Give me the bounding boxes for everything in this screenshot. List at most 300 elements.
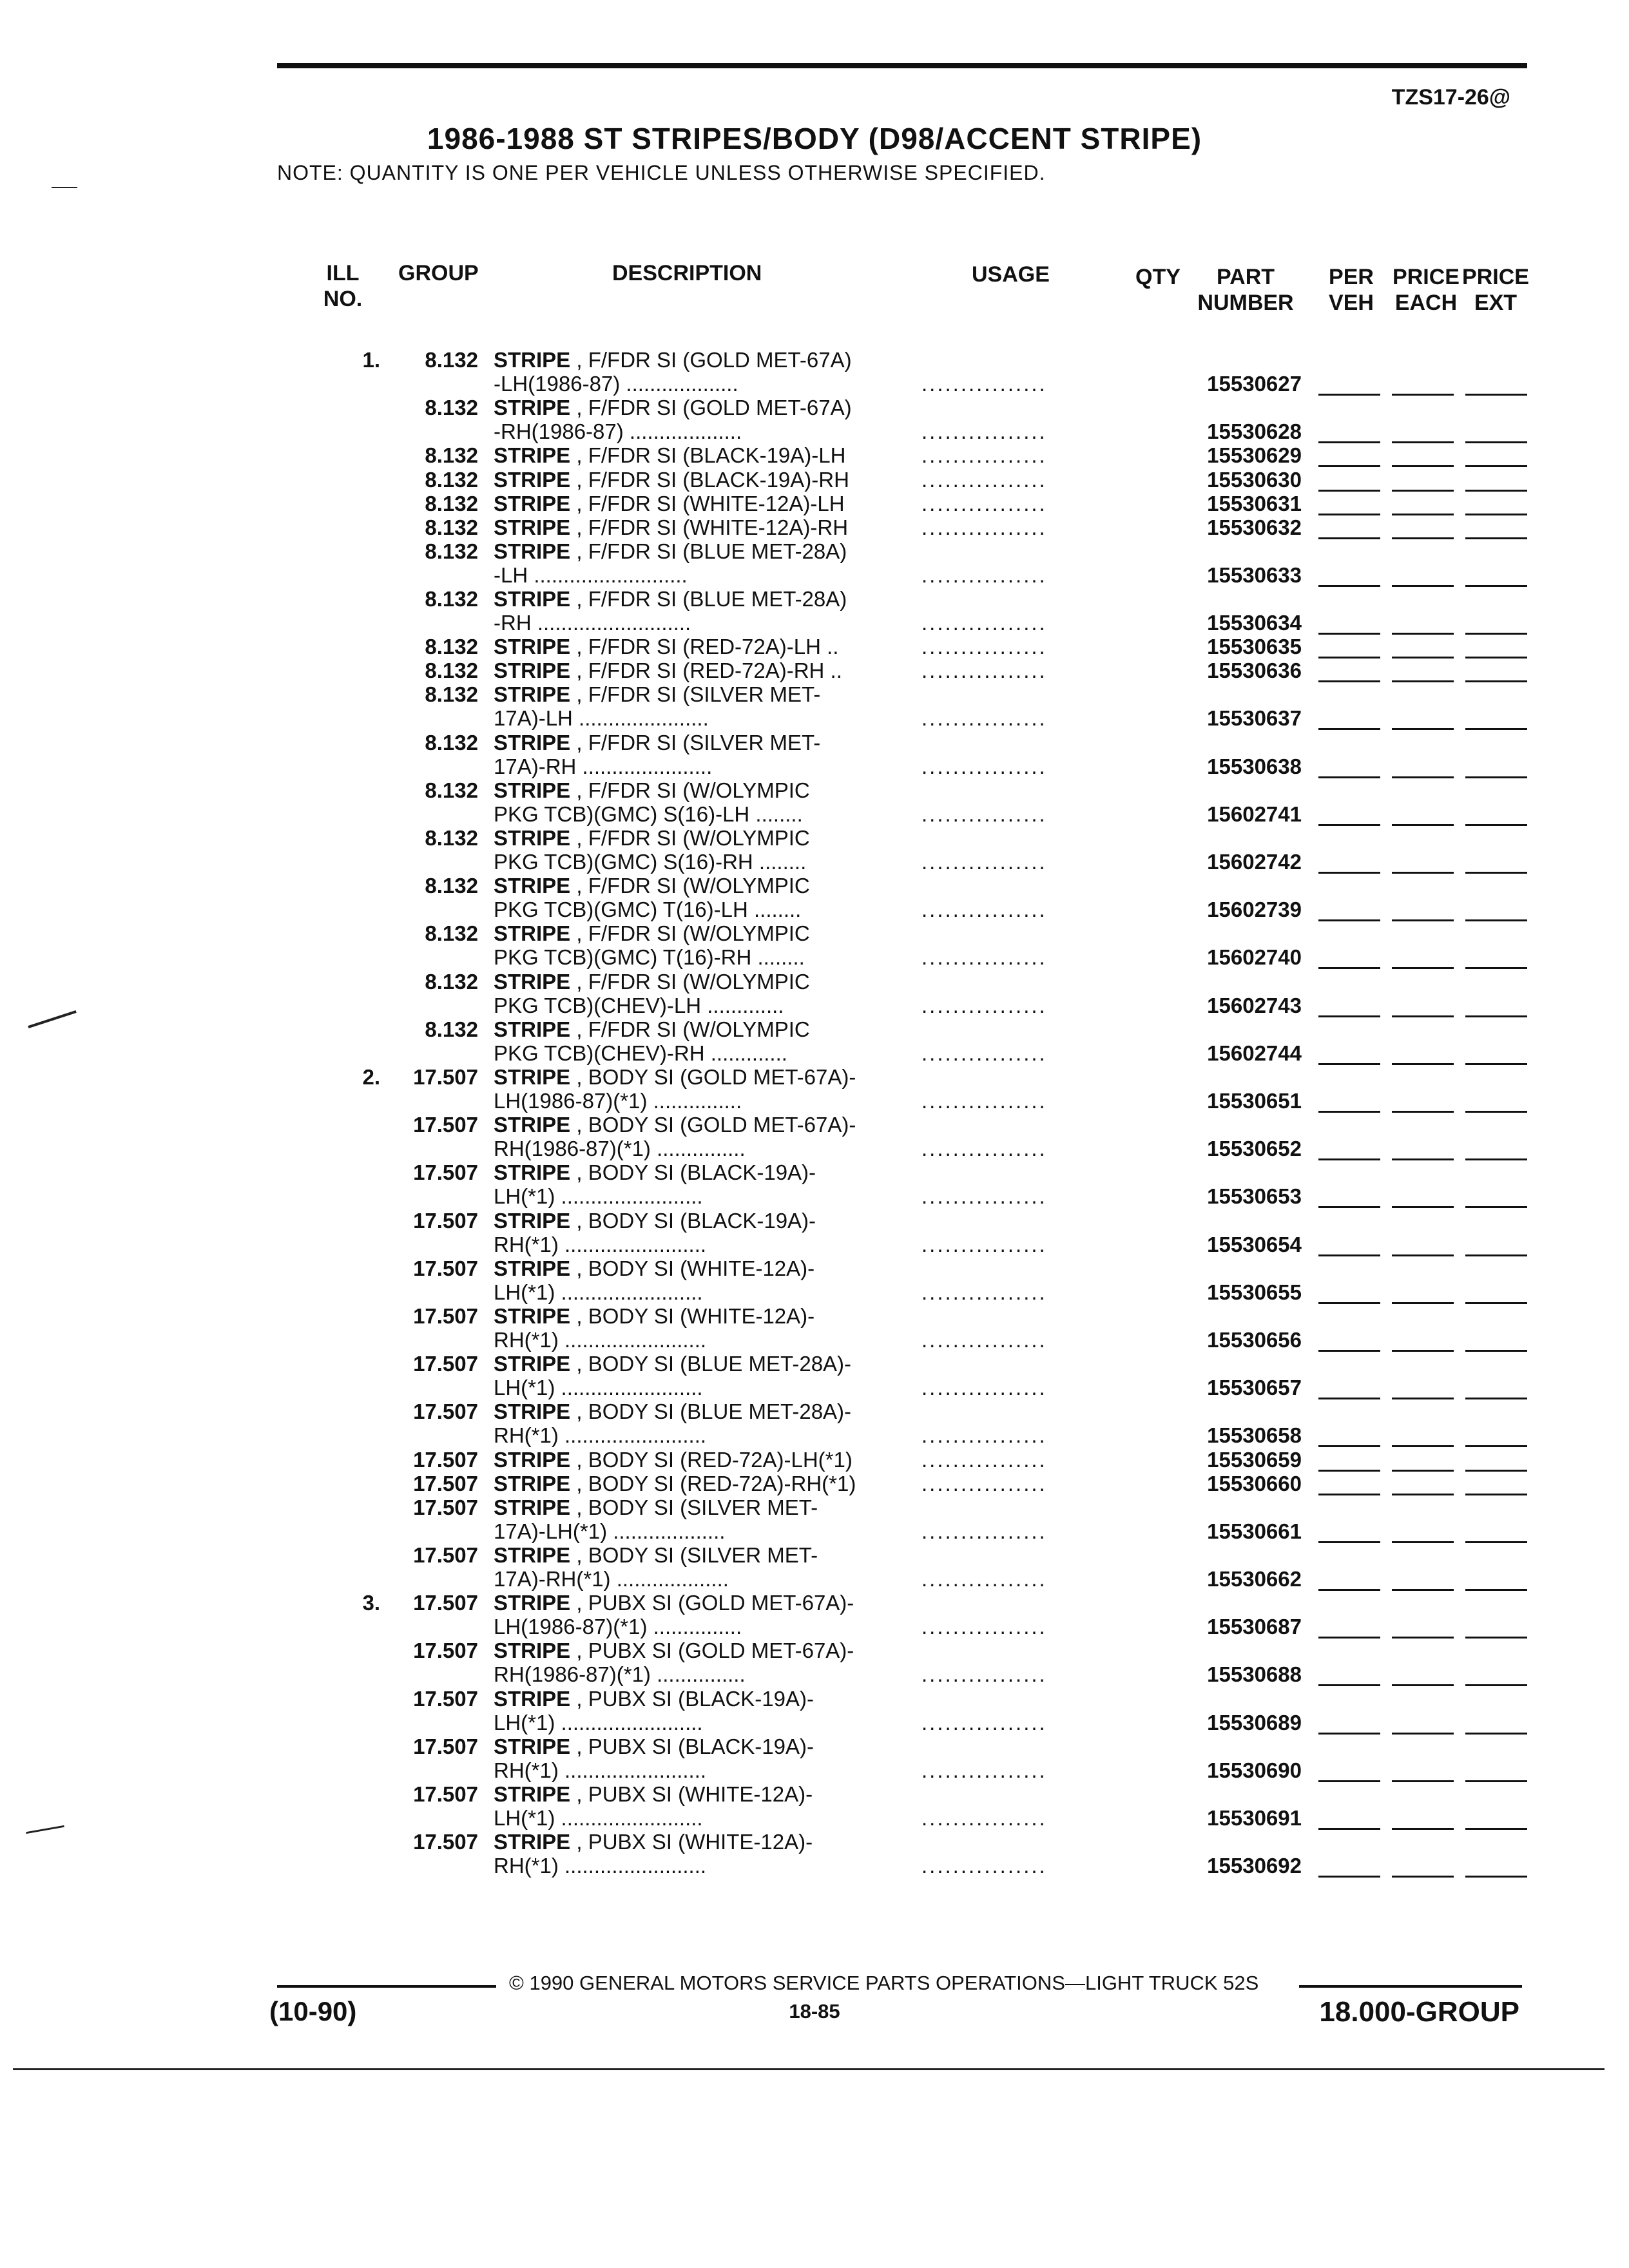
price-ext-blank[interactable] bbox=[1465, 1398, 1527, 1399]
group-number: 17.507 bbox=[413, 1830, 478, 1854]
per-veh-blank[interactable] bbox=[1318, 1541, 1380, 1543]
part-number: 15530691 bbox=[1207, 1806, 1302, 1830]
price-each-blank[interactable] bbox=[1392, 1206, 1454, 1208]
group-number: 17.507 bbox=[413, 1304, 478, 1328]
description bbox=[494, 874, 893, 921]
group-number: 17.507 bbox=[413, 1591, 478, 1615]
price-each-blank[interactable] bbox=[1392, 1254, 1454, 1256]
per-veh-blank[interactable] bbox=[1318, 1254, 1380, 1256]
per-veh-blank[interactable] bbox=[1318, 967, 1380, 969]
group-number: 17.507 bbox=[413, 1113, 478, 1137]
usage-leader: ................ bbox=[921, 611, 1047, 635]
group-number: 8.132 bbox=[425, 468, 478, 492]
description-line-1 bbox=[494, 1399, 893, 1423]
description-line-2: RH(*1) ........................ bbox=[494, 1758, 707, 1782]
part-number: 15530634 bbox=[1207, 611, 1302, 635]
group-number: 17.507 bbox=[413, 1639, 478, 1662]
price-each-blank[interactable] bbox=[1392, 394, 1454, 396]
part-number: 15530687 bbox=[1207, 1615, 1302, 1639]
part-name: STRIPE bbox=[494, 1472, 571, 1495]
usage-leader: ................ bbox=[921, 898, 1047, 921]
price-ext-blank[interactable] bbox=[1465, 1494, 1527, 1495]
per-veh-blank[interactable] bbox=[1318, 1780, 1380, 1782]
description bbox=[494, 658, 893, 682]
description-text: , F/FDR SI (W/OLYMPIC bbox=[570, 874, 810, 898]
part-number: 15530628 bbox=[1207, 419, 1302, 443]
part-number: 15530627 bbox=[1207, 372, 1302, 396]
description bbox=[494, 1160, 893, 1208]
usage-leader: ................ bbox=[921, 1854, 1047, 1878]
per-veh-blank[interactable] bbox=[1318, 776, 1380, 778]
part-number: 15602741 bbox=[1207, 802, 1302, 826]
part-name: STRIPE bbox=[494, 1065, 571, 1089]
column-header-price-ext bbox=[1460, 264, 1531, 316]
price-ext-blank[interactable] bbox=[1465, 1589, 1527, 1591]
price-each-blank[interactable] bbox=[1392, 776, 1454, 778]
group-number: 17.507 bbox=[413, 1495, 478, 1519]
description-line-1 bbox=[494, 468, 893, 492]
column-header-ill-line1: ILL bbox=[326, 261, 360, 285]
per-veh-blank[interactable] bbox=[1318, 1589, 1380, 1591]
description-line-1 bbox=[494, 1639, 893, 1662]
per-veh-blank[interactable] bbox=[1318, 1350, 1380, 1352]
usage-leader: ................ bbox=[921, 754, 1047, 778]
group-number: 17.507 bbox=[413, 1448, 478, 1472]
usage-leader: ................ bbox=[921, 1184, 1047, 1208]
column-header-price-ext-line1: PRICE bbox=[1462, 265, 1529, 289]
usage-leader: ................ bbox=[921, 443, 1047, 467]
description-line-2: PKG TCB)(GMC) T(16)-LH ........ bbox=[494, 898, 802, 921]
per-veh-blank[interactable] bbox=[1318, 1828, 1380, 1830]
per-veh-blank[interactable] bbox=[1318, 872, 1380, 874]
part-name: STRIPE bbox=[494, 1399, 571, 1423]
price-each-blank[interactable] bbox=[1392, 633, 1454, 635]
price-each-blank[interactable] bbox=[1392, 1828, 1454, 1830]
price-ext-blank[interactable] bbox=[1465, 394, 1527, 396]
description bbox=[494, 1782, 893, 1830]
part-number: 15530630 bbox=[1207, 468, 1302, 492]
description-line-1 bbox=[494, 635, 893, 658]
footer-group: 18.000-GROUP bbox=[1319, 1996, 1519, 2028]
price-ext-blank[interactable] bbox=[1465, 1733, 1527, 1735]
price-ext-blank[interactable] bbox=[1465, 1780, 1527, 1782]
part-number: 15602743 bbox=[1207, 994, 1302, 1017]
description bbox=[494, 1472, 893, 1495]
usage-leader: ................ bbox=[921, 372, 1047, 396]
description-text: , F/FDR SI (W/OLYMPIC bbox=[570, 970, 810, 994]
column-header-per-veh bbox=[1322, 264, 1380, 316]
description bbox=[494, 1256, 893, 1304]
part-name: STRIPE bbox=[494, 1304, 571, 1328]
page-note: NOTE: QUANTITY IS ONE PER VEHICLE UNLESS OTHERWISE SPECIFIED. bbox=[277, 161, 1046, 184]
description-line-2: 17A)-RH(*1) ................... bbox=[494, 1567, 729, 1591]
description-text: , BODY SI (BLACK-19A)- bbox=[570, 1160, 816, 1184]
usage-leader: ................ bbox=[921, 1376, 1047, 1399]
per-veh-blank[interactable] bbox=[1318, 585, 1380, 587]
price-each-blank[interactable] bbox=[1392, 537, 1454, 539]
description-line-1 bbox=[494, 1113, 893, 1137]
price-each-blank[interactable] bbox=[1392, 1158, 1454, 1160]
description-text: , BODY SI (WHITE-12A)- bbox=[570, 1256, 815, 1280]
price-ext-blank[interactable] bbox=[1465, 919, 1527, 921]
description-line-1 bbox=[494, 1256, 893, 1280]
group-number: 8.132 bbox=[425, 778, 478, 802]
group-number: 17.507 bbox=[413, 1687, 478, 1711]
description-line-1 bbox=[494, 515, 893, 539]
price-ext-blank[interactable] bbox=[1465, 1302, 1527, 1304]
description-line-2: -LH(1986-87) ................... bbox=[494, 372, 738, 396]
description-text: , F/FDR SI (RED-72A)-RH .. bbox=[570, 658, 842, 682]
per-veh-blank[interactable] bbox=[1318, 1494, 1380, 1495]
description-line-1 bbox=[494, 1160, 893, 1184]
part-number: 15602740 bbox=[1207, 945, 1302, 969]
document-code: TZS17-26@ bbox=[1391, 85, 1510, 110]
description-line-1 bbox=[494, 1591, 893, 1615]
price-each-blank[interactable] bbox=[1392, 1398, 1454, 1399]
description-line-2: LH(*1) ........................ bbox=[494, 1711, 703, 1735]
price-ext-blank[interactable] bbox=[1465, 441, 1527, 443]
price-each-blank[interactable] bbox=[1392, 1780, 1454, 1782]
price-each-blank[interactable] bbox=[1392, 585, 1454, 587]
ill-number: 1. bbox=[362, 348, 380, 372]
price-each-blank[interactable] bbox=[1392, 728, 1454, 730]
usage-leader: ................ bbox=[921, 706, 1047, 730]
price-each-blank[interactable] bbox=[1392, 1589, 1454, 1591]
column-header-part-line1: PART bbox=[1216, 265, 1275, 289]
description-line-2: RH(*1) ........................ bbox=[494, 1423, 707, 1447]
price-each-blank[interactable] bbox=[1392, 1111, 1454, 1113]
description-line-1 bbox=[494, 348, 893, 372]
column-header-part-line2: NUMBER bbox=[1197, 291, 1294, 315]
description bbox=[494, 682, 893, 730]
usage-leader: ................ bbox=[921, 1448, 1047, 1472]
description-text: , F/FDR SI (SILVER MET- bbox=[570, 731, 821, 754]
description-text: , F/FDR SI (WHITE-12A)-LH bbox=[570, 492, 845, 515]
price-ext-blank[interactable] bbox=[1465, 1541, 1527, 1543]
per-veh-blank[interactable] bbox=[1318, 537, 1380, 539]
description-line-2: LH(*1) ........................ bbox=[494, 1184, 703, 1208]
column-header-part-number bbox=[1191, 264, 1300, 316]
per-veh-blank[interactable] bbox=[1318, 1398, 1380, 1399]
part-name: STRIPE bbox=[494, 1352, 571, 1376]
per-veh-blank[interactable] bbox=[1318, 824, 1380, 826]
description-text: , F/FDR SI (W/OLYMPIC bbox=[570, 778, 810, 802]
price-ext-blank[interactable] bbox=[1465, 1111, 1527, 1113]
part-name: STRIPE bbox=[494, 1256, 571, 1280]
part-name: STRIPE bbox=[494, 1782, 571, 1806]
description-line-1 bbox=[494, 1830, 893, 1854]
price-ext-blank[interactable] bbox=[1465, 872, 1527, 874]
part-name: STRIPE bbox=[494, 396, 571, 419]
price-ext-blank[interactable] bbox=[1465, 1254, 1527, 1256]
description bbox=[494, 778, 893, 826]
price-ext-blank[interactable] bbox=[1465, 514, 1527, 515]
price-ext-blank[interactable] bbox=[1465, 1876, 1527, 1878]
price-ext-blank[interactable] bbox=[1465, 1470, 1527, 1472]
usage-leader: ................ bbox=[921, 1711, 1047, 1735]
group-number: 17.507 bbox=[413, 1399, 478, 1423]
description bbox=[494, 468, 893, 492]
description-line-1 bbox=[494, 970, 893, 994]
per-veh-blank[interactable] bbox=[1318, 1158, 1380, 1160]
part-name: STRIPE bbox=[494, 1160, 571, 1184]
price-each-blank[interactable] bbox=[1392, 1063, 1454, 1065]
per-veh-blank[interactable] bbox=[1318, 680, 1380, 682]
part-name: STRIPE bbox=[494, 658, 571, 682]
description-text: , PUBX SI (GOLD MET-67A)- bbox=[570, 1639, 854, 1662]
group-number: 8.132 bbox=[425, 396, 478, 419]
group-number: 8.132 bbox=[425, 658, 478, 682]
per-veh-blank[interactable] bbox=[1318, 1206, 1380, 1208]
description bbox=[494, 1399, 893, 1447]
part-name: STRIPE bbox=[494, 826, 571, 850]
description bbox=[494, 921, 893, 969]
price-ext-blank[interactable] bbox=[1465, 824, 1527, 826]
price-ext-blank[interactable] bbox=[1465, 728, 1527, 730]
price-each-blank[interactable] bbox=[1392, 1733, 1454, 1735]
group-number: 8.132 bbox=[425, 539, 478, 563]
part-number: 15530638 bbox=[1207, 754, 1302, 778]
description bbox=[494, 1448, 893, 1472]
price-each-blank[interactable] bbox=[1392, 1637, 1454, 1639]
per-veh-blank[interactable] bbox=[1318, 394, 1380, 396]
description-text: , F/FDR SI (GOLD MET-67A) bbox=[570, 348, 852, 372]
description-text: , F/FDR SI (W/OLYMPIC bbox=[570, 921, 810, 945]
bottom-rule bbox=[13, 2068, 1605, 2070]
part-name: STRIPE bbox=[494, 1735, 571, 1758]
column-header-ill-line2: NO. bbox=[323, 287, 363, 311]
description-line-2: RH(*1) ........................ bbox=[494, 1328, 707, 1352]
description bbox=[494, 1830, 893, 1878]
price-each-blank[interactable] bbox=[1392, 657, 1454, 658]
price-ext-blank[interactable] bbox=[1465, 680, 1527, 682]
price-ext-blank[interactable] bbox=[1465, 490, 1527, 492]
description-line-2: -RH .......................... bbox=[494, 611, 691, 635]
description-line-1 bbox=[494, 1687, 893, 1711]
price-ext-blank[interactable] bbox=[1465, 657, 1527, 658]
usage-leader: ................ bbox=[921, 1089, 1047, 1113]
description-line-2: 17A)-LH(*1) ................... bbox=[494, 1519, 726, 1543]
part-number: 15530629 bbox=[1207, 443, 1302, 467]
price-each-blank[interactable] bbox=[1392, 1350, 1454, 1352]
group-number: 8.132 bbox=[425, 635, 478, 658]
price-each-blank[interactable] bbox=[1392, 919, 1454, 921]
column-header-price-each bbox=[1391, 264, 1461, 316]
usage-leader: ................ bbox=[921, 1519, 1047, 1543]
usage-leader: ................ bbox=[921, 1758, 1047, 1782]
price-ext-blank[interactable] bbox=[1465, 1158, 1527, 1160]
part-name: STRIPE bbox=[494, 778, 571, 802]
group-number: 17.507 bbox=[413, 1256, 478, 1280]
footer-copyright: © 1990 GENERAL MOTORS SERVICE PARTS OPERATIONS—LIGHT TRUCK 52S bbox=[509, 1972, 1259, 1994]
price-ext-blank[interactable] bbox=[1465, 633, 1527, 635]
description-text: , BODY SI (RED-72A)-RH(*1) bbox=[570, 1472, 856, 1495]
part-name: STRIPE bbox=[494, 587, 571, 611]
price-ext-blank[interactable] bbox=[1465, 967, 1527, 969]
part-name: STRIPE bbox=[494, 443, 571, 467]
per-veh-blank[interactable] bbox=[1318, 1637, 1380, 1639]
column-header-qty: QTY bbox=[1135, 265, 1181, 289]
part-number: 15530690 bbox=[1207, 1758, 1302, 1782]
footer-rule-right bbox=[1299, 1985, 1522, 1988]
per-veh-blank[interactable] bbox=[1318, 1111, 1380, 1113]
part-name: STRIPE bbox=[494, 1687, 571, 1711]
group-number: 8.132 bbox=[425, 1017, 478, 1041]
scan-mark bbox=[52, 187, 77, 188]
description bbox=[494, 826, 893, 874]
price-ext-blank[interactable] bbox=[1465, 537, 1527, 539]
description-text: , F/FDR SI (W/OLYMPIC bbox=[570, 826, 810, 850]
part-number: 15530688 bbox=[1207, 1662, 1302, 1686]
description-line-1 bbox=[494, 1543, 893, 1567]
description-line-1 bbox=[494, 921, 893, 945]
column-header-price-each-line1: PRICE bbox=[1393, 265, 1460, 289]
per-veh-blank[interactable] bbox=[1318, 465, 1380, 467]
description bbox=[494, 970, 893, 1017]
description-text: , BODY SI (GOLD MET-67A)- bbox=[570, 1113, 856, 1137]
usage-leader: ................ bbox=[921, 994, 1047, 1017]
price-each-blank[interactable] bbox=[1392, 1684, 1454, 1686]
description-text: , F/FDR SI (BLUE MET-28A) bbox=[570, 587, 847, 611]
price-each-blank[interactable] bbox=[1392, 1015, 1454, 1017]
page-title: 1986-1988 ST STRIPES/BODY (D98/ACCENT STRIPE) bbox=[427, 122, 1202, 155]
price-ext-blank[interactable] bbox=[1465, 1684, 1527, 1686]
price-each-blank[interactable] bbox=[1392, 1541, 1454, 1543]
price-each-blank[interactable] bbox=[1392, 1494, 1454, 1495]
part-number: 15530659 bbox=[1207, 1448, 1302, 1472]
description-line-2: -LH .......................... bbox=[494, 563, 688, 587]
usage-leader: ................ bbox=[921, 1615, 1047, 1639]
price-ext-blank[interactable] bbox=[1465, 465, 1527, 467]
description-line-1 bbox=[494, 587, 893, 611]
part-number: 15530632 bbox=[1207, 515, 1302, 539]
description-line-2: PKG TCB)(CHEV)-LH ............. bbox=[494, 994, 784, 1017]
price-each-blank[interactable] bbox=[1392, 1470, 1454, 1472]
ill-number: 3. bbox=[362, 1591, 380, 1615]
usage-leader: ................ bbox=[921, 468, 1047, 492]
part-name: STRIPE bbox=[494, 1209, 571, 1233]
per-veh-blank[interactable] bbox=[1318, 657, 1380, 658]
description-line-2: RH(1986-87)(*1) ............... bbox=[494, 1662, 746, 1686]
price-each-blank[interactable] bbox=[1392, 824, 1454, 826]
part-name: STRIPE bbox=[494, 921, 571, 945]
price-each-blank[interactable] bbox=[1392, 872, 1454, 874]
group-number: 8.132 bbox=[425, 443, 478, 467]
price-each-blank[interactable] bbox=[1392, 680, 1454, 682]
description bbox=[494, 396, 893, 443]
price-ext-blank[interactable] bbox=[1465, 1206, 1527, 1208]
price-each-blank[interactable] bbox=[1392, 1445, 1454, 1447]
price-each-blank[interactable] bbox=[1392, 490, 1454, 492]
usage-leader: ................ bbox=[921, 1280, 1047, 1304]
price-each-blank[interactable] bbox=[1392, 967, 1454, 969]
description bbox=[494, 1639, 893, 1686]
per-veh-blank[interactable] bbox=[1318, 1733, 1380, 1735]
group-number: 17.507 bbox=[413, 1472, 478, 1495]
usage-leader: ................ bbox=[921, 1328, 1047, 1352]
price-each-blank[interactable] bbox=[1392, 1876, 1454, 1878]
description bbox=[494, 1735, 893, 1782]
part-name: STRIPE bbox=[494, 1543, 571, 1567]
footer-date: (10-90) bbox=[269, 1996, 357, 2026]
price-each-blank[interactable] bbox=[1392, 465, 1454, 467]
description-line-1 bbox=[494, 1209, 893, 1233]
description-text: , F/FDR SI (BLACK-19A)-RH bbox=[570, 468, 849, 492]
per-veh-blank[interactable] bbox=[1318, 490, 1380, 492]
description bbox=[494, 1352, 893, 1399]
usage-leader: ................ bbox=[921, 1662, 1047, 1686]
part-name: STRIPE bbox=[494, 1830, 571, 1854]
per-veh-blank[interactable] bbox=[1318, 1684, 1380, 1686]
column-header-description: DESCRIPTION bbox=[612, 261, 762, 285]
price-each-blank[interactable] bbox=[1392, 514, 1454, 515]
part-number: 15530651 bbox=[1207, 1089, 1302, 1113]
usage-leader: ................ bbox=[921, 1423, 1047, 1447]
description bbox=[494, 492, 893, 515]
description-text: , BODY SI (GOLD MET-67A)- bbox=[570, 1065, 856, 1089]
description-line-1 bbox=[494, 731, 893, 754]
per-veh-blank[interactable] bbox=[1318, 441, 1380, 443]
column-header-per-line2: VEH bbox=[1329, 291, 1374, 315]
price-ext-blank[interactable] bbox=[1465, 1445, 1527, 1447]
description-line-2: -RH(1986-87) ................... bbox=[494, 419, 742, 443]
group-number: 17.507 bbox=[413, 1160, 478, 1184]
per-veh-blank[interactable] bbox=[1318, 728, 1380, 730]
per-veh-blank[interactable] bbox=[1318, 1876, 1380, 1878]
per-veh-blank[interactable] bbox=[1318, 919, 1380, 921]
part-number: 15530657 bbox=[1207, 1376, 1302, 1399]
per-veh-blank[interactable] bbox=[1318, 633, 1380, 635]
parts-table bbox=[0, 348, 1629, 1907]
price-ext-blank[interactable] bbox=[1465, 1828, 1527, 1830]
price-ext-blank[interactable] bbox=[1465, 1637, 1527, 1639]
part-number: 15602739 bbox=[1207, 898, 1302, 921]
per-veh-blank[interactable] bbox=[1318, 1302, 1380, 1304]
usage-leader: ................ bbox=[921, 850, 1047, 874]
description-line-2: LH(1986-87)(*1) ............... bbox=[494, 1089, 742, 1113]
description-text: , PUBX SI (GOLD MET-67A)- bbox=[570, 1591, 854, 1615]
price-ext-blank[interactable] bbox=[1465, 1063, 1527, 1065]
part-name: STRIPE bbox=[494, 492, 571, 515]
description bbox=[494, 1543, 893, 1591]
usage-leader: ................ bbox=[921, 635, 1047, 658]
price-ext-blank[interactable] bbox=[1465, 585, 1527, 587]
part-number: 15530658 bbox=[1207, 1423, 1302, 1447]
price-ext-blank[interactable] bbox=[1465, 1015, 1527, 1017]
per-veh-blank[interactable] bbox=[1318, 1063, 1380, 1065]
group-number: 8.132 bbox=[425, 970, 478, 994]
column-header-per-line1: PER bbox=[1329, 265, 1374, 289]
description bbox=[494, 1065, 893, 1113]
price-ext-blank[interactable] bbox=[1465, 776, 1527, 778]
per-veh-blank[interactable] bbox=[1318, 1470, 1380, 1472]
usage-leader: ................ bbox=[921, 658, 1047, 682]
price-each-blank[interactable] bbox=[1392, 1302, 1454, 1304]
description-text: , F/FDR SI (RED-72A)-LH .. bbox=[570, 635, 839, 658]
group-number: 8.132 bbox=[425, 587, 478, 611]
part-name: STRIPE bbox=[494, 1639, 571, 1662]
per-veh-blank[interactable] bbox=[1318, 1015, 1380, 1017]
description-line-1 bbox=[494, 874, 893, 898]
per-veh-blank[interactable] bbox=[1318, 1445, 1380, 1447]
part-name: STRIPE bbox=[494, 731, 571, 754]
description-line-1 bbox=[494, 443, 893, 467]
per-veh-blank[interactable] bbox=[1318, 514, 1380, 515]
price-each-blank[interactable] bbox=[1392, 441, 1454, 443]
price-ext-blank[interactable] bbox=[1465, 1350, 1527, 1352]
part-number: 15530689 bbox=[1207, 1711, 1302, 1735]
description-line-1 bbox=[494, 492, 893, 515]
